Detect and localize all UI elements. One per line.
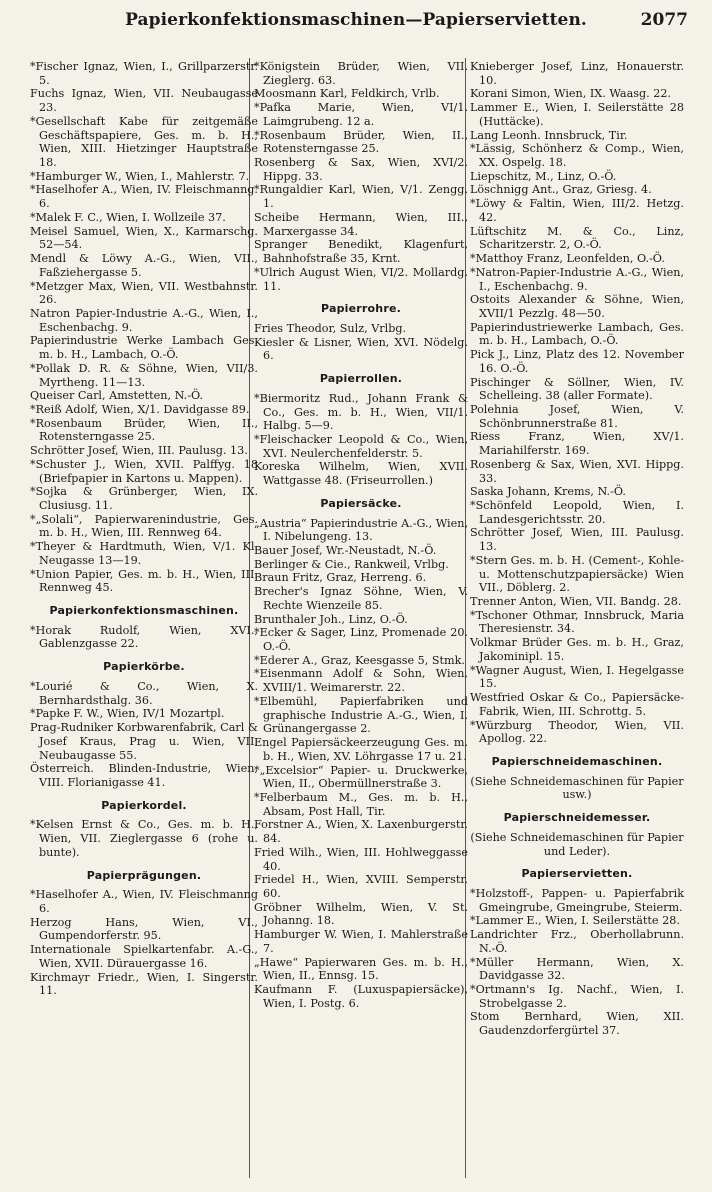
directory-entry: Saska Johann, Krems, N.-Ö. <box>470 485 626 499</box>
directory-entry: *Theyer & Hardtmuth, Wien, V/1. Kl. Neugasse 13—19. <box>30 540 258 567</box>
directory-entry: Natron Papier-Industrie A.-G., Wien, I., Eschenbachg. 9. <box>30 306 258 334</box>
directory-entry: Moosmann Karl, Feldkirch, Vrlb. <box>254 87 440 101</box>
directory-entry: *Rungaldier Karl, Wien, V/1. Zengg. 1. <box>254 183 468 211</box>
directory-entry: Internationale Spielkartenfabr. A.-G., Wien, XVII. Dürauergasse 16. <box>30 943 258 970</box>
directory-entry: *Lourié & Co., Wien, X. Bernhardsthalg. 36. <box>30 679 258 707</box>
section-heading: Papierservietten. <box>521 867 633 881</box>
directory-entry: *Schuster J., Wien, XVII. Palffyg. 18 (Briefpapier in Kartons u. Mappen). <box>30 457 258 485</box>
directory-entry: *Hamburger W., Wien, I., Mahlerstr. 7. <box>30 169 250 183</box>
section-heading: Papierprägungen. <box>86 868 202 882</box>
directory-entry: Pick J., Linz, Platz des 12. November 16. O.-Ö. <box>470 348 684 375</box>
directory-entry: *Pafka Marie, Wien, VI/1. Laimgrubeng. 12 a. <box>254 101 468 128</box>
directory-entry: *Holzstoff-, Pappen- u. Papierfabrik Gmeingrube, Gmeingrube, Steierm. <box>470 886 684 914</box>
directory-entry: *Papke F. W., Wien, IV/1 Mozartpl. <box>30 707 225 721</box>
directory-entry: *Natron-Papier-Industrie A.-G., Wien, I., Eschenbachg. 9. <box>470 265 684 293</box>
directory-entry: *Königstein Brüder, Wien, VII. Zieglerg. 63. <box>254 60 468 87</box>
directory-entry: *Matthoy Franz, Leonfelden, O.-Ö. <box>470 252 665 266</box>
directory-entry: Hamburger W. Wien, I. Mahlerstraße 7. <box>254 928 468 955</box>
directory-entry: Pischinger & Söllner, Wien, IV. Schelleing. 38 (aller Formate). <box>470 375 684 403</box>
directory-entry: *Fischer Ignaz, Wien, I., Grillparzerstr. 5. <box>30 60 258 87</box>
directory-entry: *Müller Hermann, Wien, X. Davidgasse 32. <box>470 955 684 983</box>
directory-entry: Knieberger Josef, Linz, Honauerstr. 10. <box>470 60 684 87</box>
directory-entry: Fries Theodor, Sulz, Vrlbg. <box>254 321 407 335</box>
directory-entry: *Rosenbaum Brüder, Wien, II., Rotensterngasse 25. <box>254 128 468 156</box>
directory-entry: Landrichter Frz., Oberhollabrunn. N.-Ö. <box>470 928 684 955</box>
directory-entry: Lüftschitz M. & Co., Linz, Scharitzerstr. 2, O.-Ö. <box>470 224 684 252</box>
directory-entry: „Hawe“ Papierwaren Ges. m. b. H., Wien, II., Ennsg. 15. <box>254 955 468 983</box>
directory-entry: Löschnigg Ant., Graz, Griesg. 4. <box>470 183 652 197</box>
directory-entry: *Ederer A., Graz, Keesgasse 5, Stmk. <box>254 653 465 667</box>
directory-entry: Forstner A., Wien, X. Laxenburgerstr. 84. <box>254 818 468 846</box>
directory-entry: *Rosenbaum Brüder, Wien, II., Rotensterngasse 25. <box>30 416 258 444</box>
directory-entry: Fuchs Ignaz, Wien, VII. Neubaugasse 23. <box>30 87 258 115</box>
section-heading: Papierkörbe. <box>103 660 185 674</box>
directory-entry: „Austria“ Papierindustrie A.-G., Wien, I. Nibelungeng. 13. <box>254 516 468 544</box>
column-left <box>30 60 258 998</box>
directory-entry: Kirchmayr Friedr., Wien, I. Singerstr. 11. <box>30 970 258 998</box>
directory-entry: Scheibe Hermann, Wien, III., Marxergasse 34. <box>254 210 468 238</box>
directory-entry: Papierindustrie Werke Lambach Ges. m. b. H., Lambach, O.-Ö. <box>30 334 258 362</box>
directory-entry: Gröbner Wilhelm, Wien, V. St. Johanng. 18. <box>254 900 468 928</box>
directory-entry: *Malek F. C., Wien, I. Wollzeile 37. <box>30 210 226 224</box>
section-heading: Papierschneidemaschinen. <box>491 754 663 768</box>
directory-entry: Ostoits Alexander & Söhne, Wien, XVII/1 Pezzlg. 48—50. <box>470 293 684 320</box>
directory-entry: Schrötter Josef, Wien, III. Paulusg. 13. <box>30 444 248 458</box>
directory-entry: *Elbemühl, Papierfabriken und graphische Industrie A.-G., Wien, I. Grünangergasse 2. <box>254 694 468 736</box>
directory-entry: *Eisenmann Adolf & Sohn, Wien, XVIII/1. Weimarerstr. 22. <box>254 667 468 695</box>
directory-entry: Engel Papiersäckeerzeugung Ges. m. b. H., Wien, XV. Löhrgasse 17 u. 21. <box>254 736 468 763</box>
directory-entry: *„Excelsior“ Papier- u. Druckwerke, Wien, II., Obermüllnerstraße 3. <box>254 763 468 791</box>
directory-entry: *Biermoritz Rud., Johann Frank & Co., Ges. m. b. H., Wien, VII/1. Halbg. 5—9. <box>254 391 468 433</box>
directory-entry: *Löwy & Faltin, Wien, III/2. Hetzg. 42. <box>470 197 684 224</box>
directory-entry: *Stern Ges. m. b. H. (Cement-, Kohle- u. Mottenschutzpapiersäcke) Wien VII., Döblerg. 2. <box>470 553 684 595</box>
section-heading: Papierrohre. <box>321 302 401 316</box>
directory-entry: Mendl & Löwy A.-G., Wien, VII., Faßziehergasse 5. <box>30 252 258 279</box>
directory-entry: *Wagner August, Wien, I. Hegelgasse 15. <box>470 663 684 691</box>
directory-entry: *Reiß Adolf, Wien, X/1. Davidgasse 89. <box>30 402 250 416</box>
directory-entry: Riess Franz, Wien, XV/1. Mariahilferstr. 169. <box>470 430 684 458</box>
directory-entry: Westfried Oskar & Co., Papiersäcke-Fabrik, Wien, III. Schrottg. 5. <box>470 691 684 718</box>
directory-entry: Österreich. Blinden-Industrie, Wien, VIII. Florianigasse 41. <box>30 762 258 789</box>
directory-entry: *Lässig, Schönherz & Comp., Wien, XX. Ospelg. 18. <box>470 142 684 170</box>
directory-entry: Volkmar Brüder Ges. m. b. H., Graz, Jakominipl. 15. <box>470 636 684 663</box>
directory-entry: *Würzburg Theodor, Wien, VII. Apollog. 22. <box>470 718 684 746</box>
directory-entry: Meisel Samuel, Wien, X., Karmarschg. 52—54. <box>30 224 258 252</box>
directory-entry: Lang Leonh. Innsbruck, Tir. <box>470 128 628 142</box>
page-number: 2077 <box>640 10 688 30</box>
directory-entry: Koreska Wilhelm, Wien, XVII. Wattgasse 48. (Friseurrollen.) <box>254 460 468 488</box>
section-heading: Papierkordel. <box>101 798 187 812</box>
directory-entry: Schrötter Josef, Wien, III. Paulusg. 13. <box>470 526 684 554</box>
directory-entry: Kiesler & Lisner, Wien, XVI. Nödelg. 6. <box>254 335 468 363</box>
column-right <box>470 60 684 1038</box>
directory-entry: *Schönfeld Leopold, Wien, I. Landesgerichtsstr. 20. <box>470 499 684 526</box>
directory-entry: Stom Bernhard, Wien, XII. Gaudenzdorfergürtel 37. <box>470 1010 684 1038</box>
directory-entry: Friedel H., Wien, XVIII. Semperstr. 60. <box>254 873 468 900</box>
directory-entry: *Union Papier, Ges. m. b. H., Wien, III. Rennweg 45. <box>30 567 258 595</box>
directory-entry: Polehnia Josef, Wien, V. Schönbrunnerstraße 81. <box>470 402 684 430</box>
directory-entry: *Tschoner Othmar, Innsbruck, Maria Theresienstr. 34. <box>470 608 684 636</box>
directory-entry: *Sojka & Grünberger, Wien, IX. Clusiusg. 11. <box>30 485 258 512</box>
directory-entry: Braun Fritz, Graz, Herreng. 6. <box>254 571 427 585</box>
section-heading: Papiersäcke. <box>320 496 402 510</box>
directory-entry: *Kelsen Ernst & Co., Ges. m. b. H., Wien, VII. Zieglergasse 6 (rohe u. bunte). <box>30 818 258 859</box>
directory-entry: Brunthaler Joh., Linz, O.-Ö. <box>254 612 408 626</box>
directory-entry: *Haselhofer A., Wien, IV. Fleischmanng 6. <box>30 888 258 915</box>
directory-entry: Bauer Josef, Wr.-Neustadt, N.-Ö. <box>254 544 437 557</box>
directory-entry: *Haselhofer A., Wien, IV. Fleischmanng. 6. <box>30 183 258 211</box>
directory-entry: *Ulrich August Wien, VI/2. Mollardg. 11. <box>254 265 468 293</box>
cross-reference-note: (Siehe Schneidemaschinen für Papier usw.) <box>470 774 684 802</box>
cross-reference-note: (Siehe Schneidemaschinen für Papier und Leder). <box>470 830 684 858</box>
directory-entry: Fried Wilh., Wien, III. Hohlweggasse 40. <box>254 845 468 873</box>
directory-entry: Korani Simon, Wien, IX. Waasg. 22. <box>470 87 672 101</box>
directory-entry: *Ecker & Sager, Linz, Promenade 20. O.-Ö. <box>254 626 468 654</box>
directory-entry: *Pollak D. R. & Söhne, Wien, VII/3. Myrtheng. 11—13. <box>30 361 258 389</box>
directory-entry: Prag-Rudniker Korbwarenfabrik, Carl & Josef Kraus, Prag u. Wien, VII. Neubaugasse 55. <box>30 721 258 762</box>
directory-entry: Trenner Anton, Wien, VII. Bandg. 28. <box>470 595 682 609</box>
section-heading: Papierschneidemesser. <box>503 811 651 825</box>
directory-entry: Lammer E., Wien, I. Seilerstätte 28 (Huttäcke). <box>470 101 684 128</box>
directory-entry: *Horak Rudolf, Wien, XVI., Gablenzgasse 22. <box>30 623 258 651</box>
directory-entry: Rosenberg & Sax, Wien, XVI. Hippg. 33. <box>470 457 684 485</box>
section-heading: Papierkonfektionsmaschinen. <box>49 604 239 618</box>
directory-entry: *Fleischacker Leopold & Co., Wien, XVI. Neulerchenfelderstr. 5. <box>254 432 468 460</box>
directory-entry: Spranger Benedikt, Klagenfurt, Bahnhofstraße 35, Krnt. <box>254 238 468 266</box>
directory-entry: Liepschitz, M., Linz, O.-Ö. <box>470 169 617 183</box>
directory-entry: *Ortmann's Ig. Nachf., Wien, I. Strobelgasse 2. <box>470 983 684 1010</box>
directory-entry: *Gesellschaft Kabe für zeitgemäße Geschäftspapiere, Ges. m. b. H., Wien, XIII. Hietzinger Hauptstraße 18. <box>30 114 258 170</box>
directory-entry: Kaufmann F. (Luxuspapiersäcke), Wien, I. Postg. 6. <box>254 983 468 1010</box>
column-middle <box>254 60 468 1010</box>
directory-entry: Berlinger & Cie., Rankweil, Vrlbg. <box>254 557 449 571</box>
section-heading: Papierrollen. <box>319 372 403 386</box>
directory-entry: *Felberbaum M., Ges. m. b. H., Absam, Post Hall, Tir. <box>254 790 468 818</box>
directory-entry: Rosenberg & Sax, Wien, XVI/2. Hippg. 33. <box>254 156 468 183</box>
directory-entry: *„Solali“, Papierwarenindustrie, Ges. m. b. H., Wien, III. Rennweg 64. <box>30 512 258 540</box>
directory-entry: *Metzger Max, Wien, VII. Westbahnstr. 26. <box>30 279 258 307</box>
running-header <box>24 6 688 36</box>
directory-entry: Brecher's Ignaz Söhne, Wien, V. Rechte Wienzeile 85. <box>254 585 468 612</box>
directory-entry: Queiser Carl, Amstetten, N.-Ö. <box>30 389 204 403</box>
directory-entry: *Lammer E., Wien, I. Seilerstätte 28. <box>470 914 680 928</box>
directory-entry: Herzog Hans, Wien, VI., Gumpendorferstr. 95. <box>30 915 258 943</box>
page-title: Papierkonfektionsmaschinen—Papierservietten. <box>125 10 587 30</box>
directory-entry: Papierindustriewerke Lambach, Ges. m. b. H., Lambach, O.-Ö. <box>470 320 684 348</box>
